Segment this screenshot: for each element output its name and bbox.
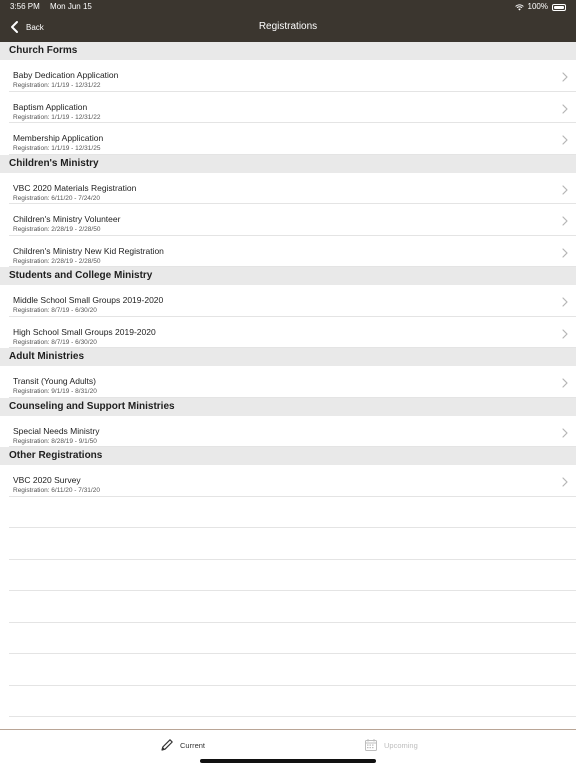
chevron-right-icon	[562, 477, 568, 487]
back-label: Back	[26, 22, 44, 32]
chevron-right-icon	[562, 72, 568, 82]
empty-row	[0, 560, 576, 592]
registration-name: Special Needs Ministry	[13, 425, 100, 436]
registration-name: Transit (Young Adults)	[13, 376, 96, 386]
row-separator	[9, 446, 576, 447]
battery-percent: 100%	[527, 2, 548, 11]
tab-upcoming[interactable]	[364, 738, 418, 752]
tab-current-label: Current	[180, 740, 206, 750]
section-header: Other Registrations	[0, 447, 576, 465]
list-item[interactable]	[0, 317, 576, 349]
list-item[interactable]	[0, 366, 576, 398]
registration-name: Middle School Small Groups 2019-2020	[13, 295, 164, 305]
chevron-right-icon	[562, 428, 568, 438]
empty-row	[0, 623, 576, 655]
list-item[interactable]	[0, 285, 576, 317]
battery-icon	[552, 4, 566, 11]
status-time: 3:56 PM	[10, 2, 40, 11]
registration-name: Baptism Application	[13, 101, 88, 112]
registration-dates: Registration: 1/1/19 - 12/31/22	[13, 82, 101, 89]
section-header: Church Forms	[0, 42, 576, 60]
calendar-icon	[364, 738, 378, 752]
tab-current[interactable]	[160, 738, 205, 752]
empty-row	[0, 654, 576, 686]
top-bar	[0, 0, 576, 42]
registration-dates: Registration: 2/28/19 - 2/28/50	[13, 257, 101, 265]
empty-row	[0, 591, 576, 623]
row-separator	[9, 266, 576, 267]
registration-name: Children's Ministry Volunteer	[13, 214, 121, 224]
empty-row	[0, 497, 576, 529]
registration-dates: Registration: 9/1/19 - 8/31/20	[13, 388, 97, 395]
registration-dates: Registration: 6/11/20 - 7/24/20	[13, 194, 100, 202]
row-separator	[9, 154, 576, 155]
list-item[interactable]	[0, 60, 576, 92]
registration-name: VBC 2020 Survey	[13, 475, 81, 485]
list-item[interactable]	[0, 123, 576, 155]
chevron-right-icon	[562, 135, 568, 145]
row-separator	[9, 716, 576, 717]
chevron-right-icon	[562, 185, 568, 195]
home-indicator	[200, 759, 376, 763]
chevron-right-icon	[562, 378, 568, 388]
chevron-right-icon	[562, 104, 568, 114]
section-header: Students and College Ministry	[0, 267, 576, 285]
chevron-right-icon	[562, 329, 568, 339]
list-item[interactable]	[0, 465, 576, 497]
chevron-right-icon	[562, 297, 568, 307]
wifi-icon	[515, 4, 524, 11]
section-header: Adult Ministries	[0, 348, 576, 366]
list-item[interactable]	[0, 173, 576, 205]
empty-row	[0, 686, 576, 718]
section-header: Children's Ministry	[0, 155, 576, 173]
registration-dates: Registration: 6/11/20 - 7/31/20	[13, 487, 100, 494]
registration-name: VBC 2020 Materials Registration	[13, 182, 137, 193]
navigation-bar	[0, 14, 576, 42]
page-title: Registrations	[258, 21, 318, 32]
status-date: Mon Jun 15	[50, 2, 92, 11]
registration-dates: Registration: 8/7/19 - 6/30/20	[13, 338, 97, 346]
registration-dates: Registration: 1/1/19 - 12/31/22	[13, 113, 101, 121]
registration-name: Children's Ministry New Kid Registration	[13, 245, 164, 256]
registration-dates: Registration: 1/1/19 - 12/31/25	[13, 145, 101, 152]
pencil-icon	[160, 738, 174, 752]
list-item[interactable]	[0, 92, 576, 124]
row-separator	[9, 347, 576, 348]
row-separator	[9, 397, 576, 398]
empty-row	[0, 528, 576, 560]
registration-list	[0, 42, 576, 717]
registration-name: High School Small Groups 2019-2020	[13, 326, 156, 337]
registration-dates: Registration: 2/28/19 - 2/28/50	[13, 226, 101, 233]
chevron-right-icon	[562, 216, 568, 226]
tab-bar	[0, 729, 576, 769]
chevron-right-icon	[562, 248, 568, 258]
status-bar	[0, 0, 576, 14]
list-item[interactable]	[0, 204, 576, 236]
list-item[interactable]	[0, 416, 576, 448]
tab-upcoming-label: Upcoming	[384, 740, 418, 750]
registration-dates: Registration: 8/28/19 - 9/1/50	[13, 437, 97, 445]
section-header: Counseling and Support Ministries	[0, 398, 576, 416]
registration-dates: Registration: 8/7/19 - 6/30/20	[13, 307, 97, 314]
list-item[interactable]	[0, 236, 576, 268]
registration-name: Membership Application	[13, 133, 104, 143]
registration-name: Baby Dedication Application	[13, 70, 119, 80]
